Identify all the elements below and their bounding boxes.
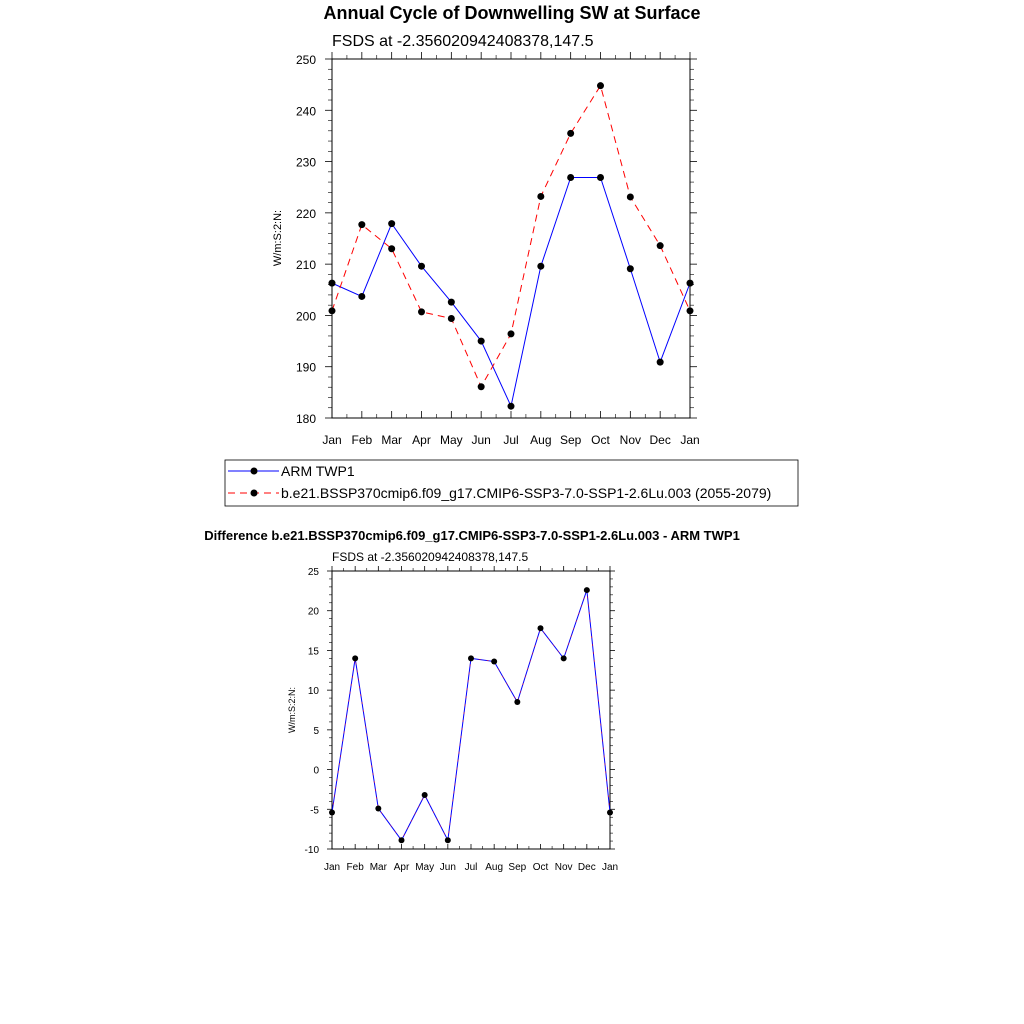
chart1-xtick-label: Jun	[471, 433, 491, 447]
chart2-data-point	[375, 805, 381, 811]
chart1-data-point	[567, 130, 574, 137]
chart1-xtick-label: Feb	[351, 433, 373, 447]
chart1-series	[329, 82, 694, 410]
chart1-data-point	[597, 174, 604, 181]
chart2-data-point	[491, 659, 497, 665]
chart1-xtick-label: Dec	[649, 433, 671, 447]
chart2-data-point	[468, 655, 474, 661]
chart1-data-point	[478, 338, 485, 345]
chart1-data-point	[448, 299, 455, 306]
chart2-xtick-label: May	[415, 862, 435, 873]
chart1-data-point	[687, 280, 694, 287]
chart2-axes	[305, 566, 619, 873]
figure-title: Annual Cycle of Downwelling SW at Surface	[323, 3, 701, 23]
chart2-xtick-label: Nov	[554, 862, 573, 873]
chart1-data-point	[597, 82, 604, 89]
chart1-data-point	[388, 245, 395, 252]
chart2-xtick-label: Apr	[393, 862, 410, 873]
chart1-data-point	[418, 263, 425, 270]
chart1-data-point	[418, 308, 425, 315]
chart2-xtick-label: Jul	[464, 862, 478, 873]
chart1-xtick-label: Nov	[619, 433, 642, 447]
chart1-xtick-label: Aug	[530, 433, 552, 447]
chart1-xtick-label: May	[439, 433, 463, 447]
chart1-ylabel: W/m:S:2:N:	[272, 209, 284, 267]
chart2-data-point	[607, 809, 613, 815]
chart1-data-point	[657, 359, 664, 366]
chart2-data-point	[329, 809, 335, 815]
chart1-series-line-1	[332, 86, 690, 387]
chart2-xtick-label: Oct	[532, 862, 549, 873]
chart2-xtick-label: Mar	[369, 862, 387, 873]
chart2-data-point	[445, 837, 451, 843]
chart2-ytick-label: -5	[310, 805, 319, 817]
chart2-ytick-label: 20	[307, 606, 319, 618]
legend-marker-model	[251, 490, 258, 497]
chart2-data-point	[514, 699, 520, 705]
chart1-xtick-label: Apr	[412, 433, 431, 447]
chart2-series-line-overlay	[332, 590, 610, 840]
chart2-xtick-label: Jun	[439, 862, 456, 873]
chart1-xtick-label: Sep	[559, 433, 582, 447]
chart1-xtick-label: Jul	[503, 433, 519, 447]
difference-title: Difference b.e21.BSSP370cmip6.f09_g17.CMIP6-SSP3-7.0-SSP1-2.6Lu.003 - ARM TWP1	[204, 528, 740, 543]
chart1-data-point	[508, 403, 515, 410]
chart1-data-point	[657, 242, 664, 249]
chart1-data-point	[388, 220, 395, 227]
chart2-series-line-0	[332, 590, 610, 840]
chart2-xtick-label: Feb	[346, 862, 364, 873]
difference-chart	[287, 550, 618, 873]
legend-marker-obs	[251, 468, 258, 475]
chart1-data-point	[627, 193, 634, 200]
chart1-data-point	[508, 330, 515, 337]
chart2-data-point	[352, 655, 358, 661]
legend	[225, 460, 798, 506]
legend-label-obs: ARM TWP1	[281, 463, 355, 479]
chart1-xtick-label: Jan	[680, 433, 700, 447]
chart1-data-point	[537, 263, 544, 270]
annual-cycle-chart	[272, 33, 700, 447]
chart2-series	[329, 587, 613, 843]
chart1-data-point	[358, 221, 365, 228]
chart1-xtick-label: Oct	[591, 433, 610, 447]
chart2-ytick-label: 15	[307, 646, 319, 658]
chart2-xtick-label: Aug	[485, 862, 504, 873]
chart1-subtitle: FSDS at -2.356020942408378,147.5	[332, 33, 594, 50]
chart1-ytick-label: 200	[295, 309, 316, 324]
chart2-ytick-label: 5	[313, 725, 319, 737]
chart2-ytick-label: 25	[307, 567, 319, 578]
chart2-xtick-label: Sep	[508, 862, 527, 873]
chart1-ytick-label: 190	[295, 360, 316, 375]
chart1-data-point	[329, 280, 336, 287]
chart1-data-point	[537, 193, 544, 200]
chart1-ytick-label: 250	[295, 53, 316, 67]
chart1-data-point	[358, 293, 365, 300]
chart2-data-point	[422, 792, 428, 798]
chart1-data-point	[687, 307, 694, 314]
chart1-ytick-label: 240	[295, 104, 316, 119]
chart1-data-point	[448, 315, 455, 322]
chart1-ytick-label: 230	[295, 155, 316, 170]
chart1-series-line-0	[332, 177, 690, 406]
chart1-ytick-label: 180	[295, 412, 316, 426]
chart2-ytick-label: 0	[313, 765, 319, 777]
chart1-axes	[296, 52, 700, 447]
chart2-ytick-label: 10	[307, 686, 319, 698]
chart2-xtick-label: Dec	[577, 862, 596, 873]
chart2-data-point	[399, 837, 405, 843]
chart1-ytick-label: 210	[295, 258, 316, 273]
chart2-xtick-label: Jan	[601, 862, 619, 873]
chart1-ytick-label: 220	[295, 206, 316, 221]
chart2-data-point	[538, 625, 544, 631]
chart2-data-point	[561, 655, 567, 661]
chart1-data-point	[329, 307, 336, 314]
chart2-subtitle: FSDS at -2.356020942408378,147.5	[332, 550, 529, 564]
chart2-ylabel: W/m:S:2:N:	[287, 686, 297, 734]
legend-label-model: b.e21.BSSP370cmip6.f09_g17.CMIP6-SSP3-7.0-SSP1-2.6Lu.003 (2055-2079)	[281, 485, 772, 501]
chart1-data-point	[478, 383, 485, 390]
chart1-xtick-label: Mar	[381, 433, 403, 447]
chart2-data-point	[584, 587, 590, 593]
chart1-data-point	[627, 265, 634, 272]
chart2-xtick-label: Jan	[323, 862, 341, 873]
chart1-xtick-label: Jan	[322, 433, 342, 447]
chart2-ytick-label: -10	[304, 845, 319, 856]
chart2-plot-frame	[332, 571, 610, 849]
chart1-data-point	[567, 174, 574, 181]
